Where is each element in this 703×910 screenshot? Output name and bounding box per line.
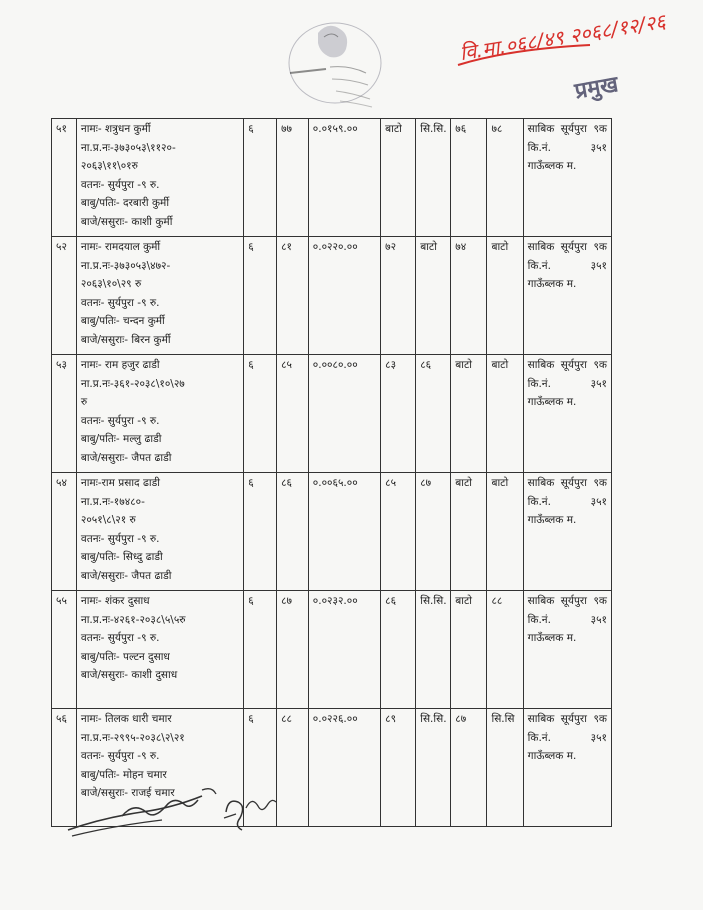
serial-number-cell: ५२	[52, 237, 77, 355]
ward-cell: ६	[244, 473, 277, 591]
citizenship-number: ना.प्र.नः-२९९५-२०३८\२\२१	[80, 731, 185, 744]
south-boundary-cell: बाटो	[487, 473, 523, 591]
west-boundary-cell: सि.सि.	[416, 591, 451, 709]
owner-address: वतनः- सुर्यपुरा -९ रु.	[80, 178, 160, 191]
citizenship-date: २०६३\१०\२९ रु	[80, 278, 142, 291]
office-head-text: प्रमुख	[572, 71, 621, 104]
owner-name: नामः- शंकर दुसाध	[80, 595, 150, 607]
north-boundary-cell: बाटो	[451, 591, 487, 709]
west-boundary-cell: ८६	[416, 355, 451, 473]
plot-number-cell: ८६	[277, 473, 309, 591]
owner-name: नामः- शत्रुधन कुर्मी	[80, 123, 151, 135]
area-cell: ०.०२२६.००	[308, 709, 380, 827]
owner-address: वतनः- सुर्यपुरा -९ रु.	[80, 414, 160, 427]
grandfather-name: बाजे/ससुराः- काशी दुसाध	[80, 669, 178, 682]
west-boundary-cell: बाटो	[416, 237, 451, 355]
south-boundary-cell: ७८	[487, 119, 523, 237]
remarks-cell: साबिक सूर्यपुरा ९क कि.नं. ३५१ गाऊँब्लक म.	[523, 709, 611, 827]
serial-number-cell: ५१	[52, 119, 77, 237]
father-name: बाबु/पतिः- मोहन चमार	[80, 768, 167, 781]
signature-one	[62, 782, 222, 842]
owner-details-cell	[76, 591, 243, 709]
west-boundary-cell: ८७	[416, 473, 451, 591]
ward-cell: ६	[244, 119, 277, 237]
south-boundary-cell: ८८	[487, 591, 523, 709]
table-row	[52, 473, 612, 591]
father-name: बाबु/पतिः- पल्टन दुसाध	[80, 650, 170, 663]
south-boundary-cell: सि.सि	[487, 709, 523, 827]
citizenship-date: रु	[80, 396, 88, 409]
table-row	[52, 355, 612, 473]
north-boundary-cell: बाटो	[451, 355, 487, 473]
west-boundary-cell: सि.सि.	[416, 709, 451, 827]
west-boundary-cell: सि.सि.	[416, 119, 451, 237]
owner-name: नामः- तिलक धारी चमार	[80, 713, 172, 725]
signature-two	[218, 788, 278, 836]
citizenship-number: ना.प्र.नः-३७३०५३\४७२-	[80, 259, 171, 272]
plot-number-cell: ८८	[277, 709, 309, 827]
area-cell: ०.०२३२.००	[308, 591, 380, 709]
grandfather-name: बाजे/ससुराः- राजई चमार	[80, 787, 175, 800]
serial-number-cell: ५४	[52, 473, 77, 591]
owner-address: वतनः- सुर्यपुरा -९ रु.	[80, 296, 160, 309]
north-boundary-cell: बाटो	[451, 473, 487, 591]
ward-cell: ६	[244, 237, 277, 355]
area-cell: ०.०१५९.००	[308, 119, 380, 237]
area-cell: ०.००८०.००	[308, 355, 380, 473]
citizenship-number: ना.प्र.नः-४२६१-२०३८\५\५रु	[80, 613, 186, 626]
owner-name: नामः-राम प्रसाद ढाडी	[80, 477, 160, 489]
father-name: बाबु/पतिः- चन्दन कुर्मी	[80, 315, 165, 328]
owner-details-cell	[76, 119, 243, 237]
serial-number-cell: ५५	[52, 591, 77, 709]
father-name: बाबु/पतिः- दरबारी कुर्मी	[80, 197, 170, 210]
handwritten-note-text: वि.मा.०६८/४९ २०६८/१२/२६	[458, 8, 668, 66]
grandfather-name: बाजे/ससुराः- काशी कुर्मी	[80, 215, 173, 228]
remarks-cell: साबिक सूर्यपुरा ९क कि.नं. ३५१ गाऊँब्लक म.	[523, 237, 611, 355]
table-body	[52, 119, 612, 827]
owner-details-cell	[76, 355, 243, 473]
grandfather-name: बाजे/ससुराः- बिरन कुर्मी	[80, 333, 171, 346]
plot-number-cell: ७७	[277, 119, 309, 237]
ward-cell: ६	[244, 709, 277, 827]
owner-name: नामः- रामदयाल कुर्मी	[80, 241, 161, 253]
plot-number-cell: ८५	[277, 355, 309, 473]
east-boundary-cell: ७२	[381, 237, 416, 355]
remarks-cell: साबिक सूर्यपुरा ९क कि.नं. ३५१ गाऊँब्लक म.	[523, 355, 611, 473]
area-cell: ०.००६५.००	[308, 473, 380, 591]
ward-cell: ६	[244, 355, 277, 473]
father-name: बाबु/पतिः- सिध्दु ढाडी	[80, 551, 163, 564]
grandfather-name: बाजे/ससुराः- जैपत ढाडी	[80, 451, 172, 464]
east-boundary-cell: ८३	[381, 355, 416, 473]
owner-details-cell	[76, 473, 243, 591]
remarks-cell: साबिक सूर्यपुरा ९क कि.नं. ३५१ गाऊँब्लक म.	[523, 473, 611, 591]
table-row	[52, 119, 612, 237]
citizenship-number: ना.प्र.नः-३७३०५३\११२०-	[80, 141, 176, 154]
grandfather-name: बाजे/ससुराः- जैपत ढाडी	[80, 569, 172, 582]
plot-number-cell: ८७	[277, 591, 309, 709]
citizenship-number: ना.प्र.नः-३६१-२०३८\१०\२७	[80, 377, 185, 390]
south-boundary-cell: बाटो	[487, 237, 523, 355]
serial-number-cell: ५३	[52, 355, 77, 473]
north-boundary-cell: ७६	[451, 119, 487, 237]
office-stamp	[280, 15, 390, 110]
serial-number-cell: ५६	[52, 709, 77, 827]
ward-cell: ६	[244, 591, 277, 709]
owner-address: वतनः- सुर्यपुरा -९ रु.	[80, 632, 160, 645]
remarks-cell: साबिक सूर्यपुरा ९क कि.नं. ३५१ गाऊँब्लक म.	[523, 119, 611, 237]
east-boundary-cell: ८५	[381, 473, 416, 591]
east-boundary-cell: ८९	[381, 709, 416, 827]
owner-name: नामः- राम हजुर ढाडी	[80, 359, 160, 371]
owner-address: वतनः- सुर्यपुरा -९ रु.	[80, 532, 160, 545]
south-boundary-cell: बाटो	[487, 355, 523, 473]
remarks-cell: साबिक सूर्यपुरा ९क कि.नं. ३५१ गाऊँब्लक म.	[523, 591, 611, 709]
area-cell: ०.०२२०.००	[308, 237, 380, 355]
east-boundary-cell: बाटो	[381, 119, 416, 237]
table-row	[52, 237, 612, 355]
office-head-signature	[570, 62, 655, 104]
father-name: बाबु/पतिः- मल्लु ढाडी	[80, 433, 162, 446]
north-boundary-cell: ८७	[451, 709, 487, 827]
citizenship-date: २०६३\११\०१रु	[80, 160, 138, 173]
owner-details-cell	[76, 237, 243, 355]
land-records-table	[51, 118, 612, 827]
east-boundary-cell: ८६	[381, 591, 416, 709]
citizenship-date: २०५१\८\२१ रु	[80, 514, 136, 527]
north-boundary-cell: ७४	[451, 237, 487, 355]
plot-number-cell: ८१	[277, 237, 309, 355]
owner-address: वतनः- सुर्यपुरा -९ रु.	[80, 750, 160, 763]
table-row	[52, 591, 612, 709]
citizenship-number: ना.प्र.नः-१७४८०-	[80, 495, 145, 508]
